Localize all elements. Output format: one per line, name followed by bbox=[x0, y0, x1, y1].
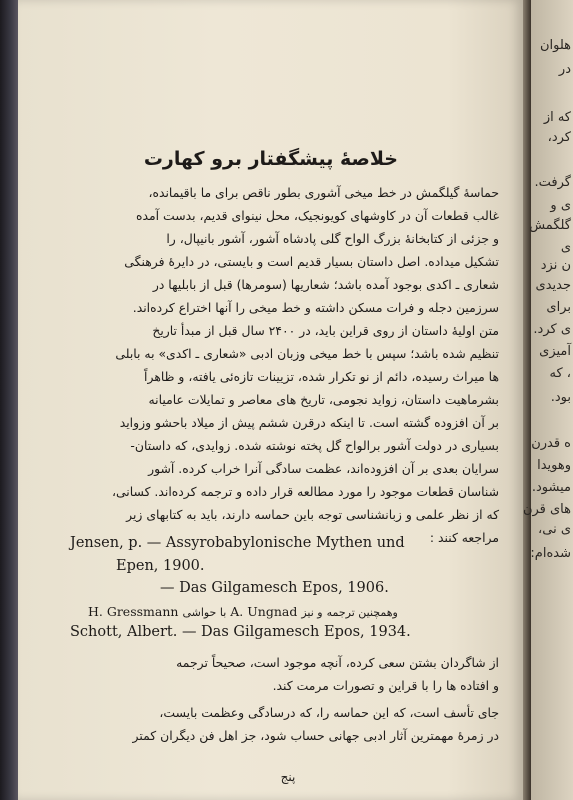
page-title: خلاصهٔ پیشگفتار برو کهارت bbox=[143, 148, 398, 170]
body-line-11: بر آن افزوده گشته است. تا اینکه درقرن ششم پیش از میلاد باحشو وزواید bbox=[119, 415, 499, 430]
reference-gressmann: H. Gressmann bbox=[88, 604, 179, 619]
right-fragment-15: بود. bbox=[550, 390, 571, 405]
right-fragment-19: های قرن bbox=[522, 502, 571, 517]
body-line-7: متن اولیهٔ داستان از روی قراین باید، در ۲۴۰۰ سال قبل از مبدأ تاریخ bbox=[152, 323, 499, 338]
body-line-16: مراجعه کنند : bbox=[429, 530, 499, 545]
right-fragment-8: ی bbox=[560, 240, 571, 255]
right-fragment-3: که از bbox=[543, 110, 571, 125]
right-fragment-4: کرد، bbox=[547, 130, 571, 145]
body-line-9: ها میراث رسیده، دائم از نو تکرار شده، تزیینات تازه‌ئی یافته، و ظاهراً bbox=[144, 369, 499, 384]
reference-ungnad-fa-mid: با حواشی bbox=[182, 606, 227, 619]
body-line-4: تشکیل میداده. اصل داستان بسیار قدیم است و بایستی، در دایرهٔ فرهنگی bbox=[124, 254, 499, 269]
reference-jensen-line-1: Jensen, p. — Assyrobabylonische Mythen und bbox=[70, 535, 405, 551]
right-fragment-11: برای bbox=[546, 300, 571, 315]
reference-jensen-line-2: Epen, 1900. bbox=[116, 558, 205, 574]
reference-jensen-line-3: — Das Gilgamesch Epos, 1906. bbox=[160, 580, 389, 596]
right-fragment-21: شده‌ام: bbox=[530, 546, 571, 561]
right-fragment-2: در bbox=[558, 62, 571, 77]
body-line-2: غالب قطعات آن در کاوشهای کویونجیک، محل نینوای قدیم، بدست آمده bbox=[136, 208, 499, 223]
body-line-12: بسیاری در دولت آشور برالواح گل پخته نوشته شده. زوایدی، که داستان- bbox=[130, 438, 499, 453]
right-fragment-18: میشود. bbox=[531, 480, 571, 495]
reference-ungnad-line bbox=[88, 604, 398, 619]
right-fragment-14: ، که bbox=[549, 366, 571, 381]
right-fragment-10: جدیدی bbox=[535, 278, 571, 293]
right-fragment-7: گلگمش bbox=[529, 218, 571, 233]
body-line-1: حماسهٔ گیلگمش در خط میخی آشوری بطور ناقص برای ما باقیمانده، bbox=[148, 185, 499, 200]
right-fragment-9: ن نزد bbox=[540, 258, 571, 273]
body-line-3: و جزئی از کتابخانهٔ بزرگ الواح گلی پادشاه آشور، آشور بانیپال، را bbox=[166, 231, 499, 246]
reference-ungnad: A. Ungnad bbox=[230, 604, 298, 619]
closing-line-2: و افتاده ها را با قراین و تصورات مرمت کند. bbox=[272, 678, 499, 693]
right-fragment-17: وهویدا bbox=[537, 458, 571, 473]
left-page bbox=[18, 0, 523, 800]
right-fragment-12: ی کرد. bbox=[533, 322, 571, 337]
right-fragment-13: آمیزی bbox=[539, 344, 571, 359]
body-line-15: که از نظر علمی و زبانشناسی توجه باین حماسه دارند، باید به کتابهای زیر bbox=[126, 507, 499, 522]
closing-line-4: در زمرهٔ مهمترین آثار ادبی جهانی حساب شود، جز اهل فن دیگران کمتر bbox=[132, 728, 499, 743]
closing-line-3: جای تأسف است، که این حماسه را، که درسادگی وعظمت بایست، bbox=[159, 705, 499, 720]
reference-schott: Schott, Albert. — Das Gilgamesch Epos, 1934. bbox=[70, 624, 411, 640]
closing-line-1: از شاگردان بشتن سعی کرده، آنچه موجود است، صحیحاً ترجمه bbox=[176, 655, 499, 670]
body-line-13: سرایان بعدی بر آن افزوده‌اند، عظمت سادگی آنرا خراب کرده. آشور bbox=[148, 461, 499, 476]
right-fragment-20: ی نی، bbox=[538, 522, 571, 537]
page-number: پنج bbox=[280, 770, 296, 784]
body-line-10: بشرماهیت داستان، زواید نجومی، تاریخ های معاصر و تمایلات عامیانه bbox=[148, 392, 499, 407]
body-line-6: سرزمین دجله و فرات مسکن داشته و خط میخی را آنها اختراع کرده‌اند. bbox=[132, 300, 499, 315]
right-fragment-16: ه قدرن bbox=[531, 436, 571, 451]
reference-ungnad-fa-suffix: و نیز bbox=[301, 606, 323, 619]
right-fragment-6: ی و bbox=[550, 198, 571, 213]
right-page-edge bbox=[522, 0, 573, 800]
reference-ungnad-fa-prefix: وهمچنین ترجمه bbox=[326, 606, 398, 619]
right-fragment-5: گرفت. bbox=[534, 175, 571, 190]
body-line-5: شعاری ـ اکدی بوجود آمده باشد؛ شعاریها (سومرها) قبل از بابلیها در bbox=[152, 277, 499, 292]
book-binding-edge bbox=[0, 0, 18, 800]
body-line-14: شناسان قطعات موجود را مورد مطالعه قرار داده و ترجمه کرده‌اند. کسانی، bbox=[111, 484, 499, 499]
body-line-8: تنظیم شده باشد؛ سپس با خط میخی وزبان ادبی «شعاری ـ اکدی» به بابلی bbox=[115, 346, 499, 361]
right-fragment-1: هلوان bbox=[539, 38, 571, 53]
